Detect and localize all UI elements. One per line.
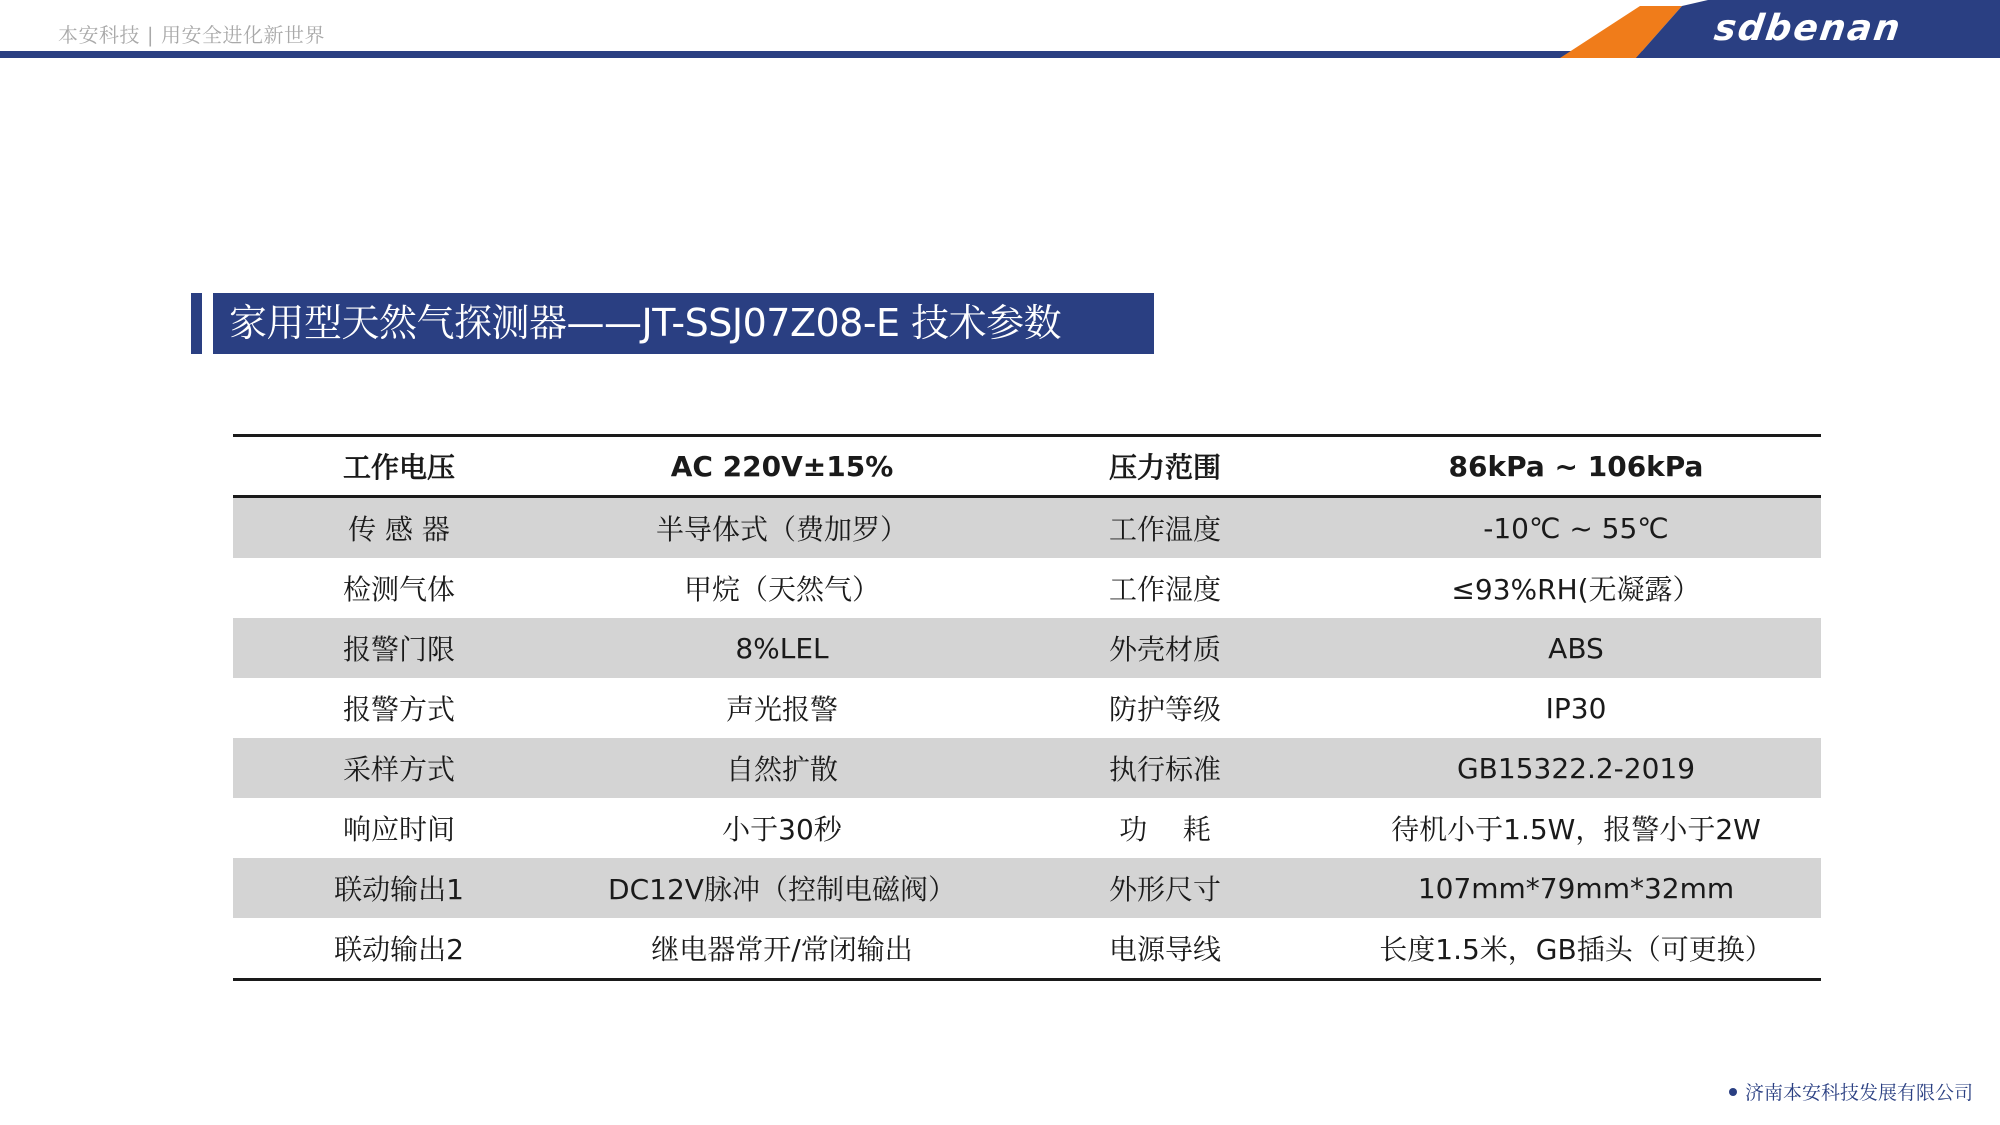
table-row [233,558,1821,618]
param-label: 工作湿度 [1108,573,1221,606]
table-row [233,678,1821,738]
param-value: ≤93%RH(无凝露） [1451,573,1701,606]
param-value: DC12V脉冲（控制电磁阀） [565,858,999,918]
header-cell: 86kPa ~ 106kPa [1448,449,1704,483]
param-value: 8%LEL [565,618,999,678]
table-row [233,858,1821,918]
title-banner [213,293,1154,354]
param-value: -10℃ ~ 55℃ [1331,497,1821,559]
page-footer [1729,1080,1973,1106]
param-label: 工作温度 [999,497,1331,559]
param-label: 执行标准 [999,738,1331,798]
company-slogan: 本安科技 | 用安全进化新世界 [58,23,325,47]
param-value: 甲烷（天然气） [683,573,880,606]
param-value: 小于30秒 [722,813,842,846]
title-accent-bar [191,293,202,354]
param-label: 响应时间 [342,813,455,846]
page-header [0,0,2000,60]
param-value: 长度1.5米，GB插头（可更换） [1379,933,1773,966]
header-cell: 工作电压 [342,451,455,484]
table-header-row [233,436,1821,497]
page-title: 家用型天然气探测器——JT-SSJ07Z08-E 技术参数 [229,301,1062,345]
param-label: 报警门限 [233,618,565,678]
param-label: 外形尺寸 [999,858,1331,918]
param-label: 联动输出2 [334,933,464,966]
header-cell: AC 220V±15% [670,449,894,483]
param-value: IP30 [1545,691,1607,725]
table-row [233,918,1821,980]
param-label: 电源导线 [1108,933,1221,966]
param-label: 外壳材质 [999,618,1331,678]
param-label: 检测气体 [342,573,455,606]
param-label: 传 感 器 [233,497,565,559]
param-label: 采样方式 [233,738,565,798]
param-value: 继电器常开/常闭输出 [651,933,913,966]
param-value: 自然扩散 [565,738,999,798]
param-label: 联动输出1 [233,858,565,918]
header-cell: 压力范围 [1108,451,1221,484]
param-value: 107mm*79mm*32mm [1331,858,1821,918]
spec-table [233,434,1821,981]
param-value: 声光报警 [725,693,838,726]
table-row [233,618,1821,678]
table-row [233,497,1821,559]
company-name: 济南本安科技发展有限公司 [1744,1082,1973,1104]
table-row [233,798,1821,858]
param-label: 功 耗 [1119,813,1211,846]
brand-logo: sdbenan [1711,8,1905,49]
table-row [233,738,1821,798]
param-label: 报警方式 [342,693,455,726]
bullet-icon [1729,1088,1737,1096]
param-value: 半导体式（费加罗） [565,497,999,559]
param-value: 待机小于1.5W，报警小于2W [1391,813,1761,846]
param-value: GB15322.2-2019 [1331,738,1821,798]
param-label: 防护等级 [1108,693,1221,726]
param-value: ABS [1331,618,1821,678]
